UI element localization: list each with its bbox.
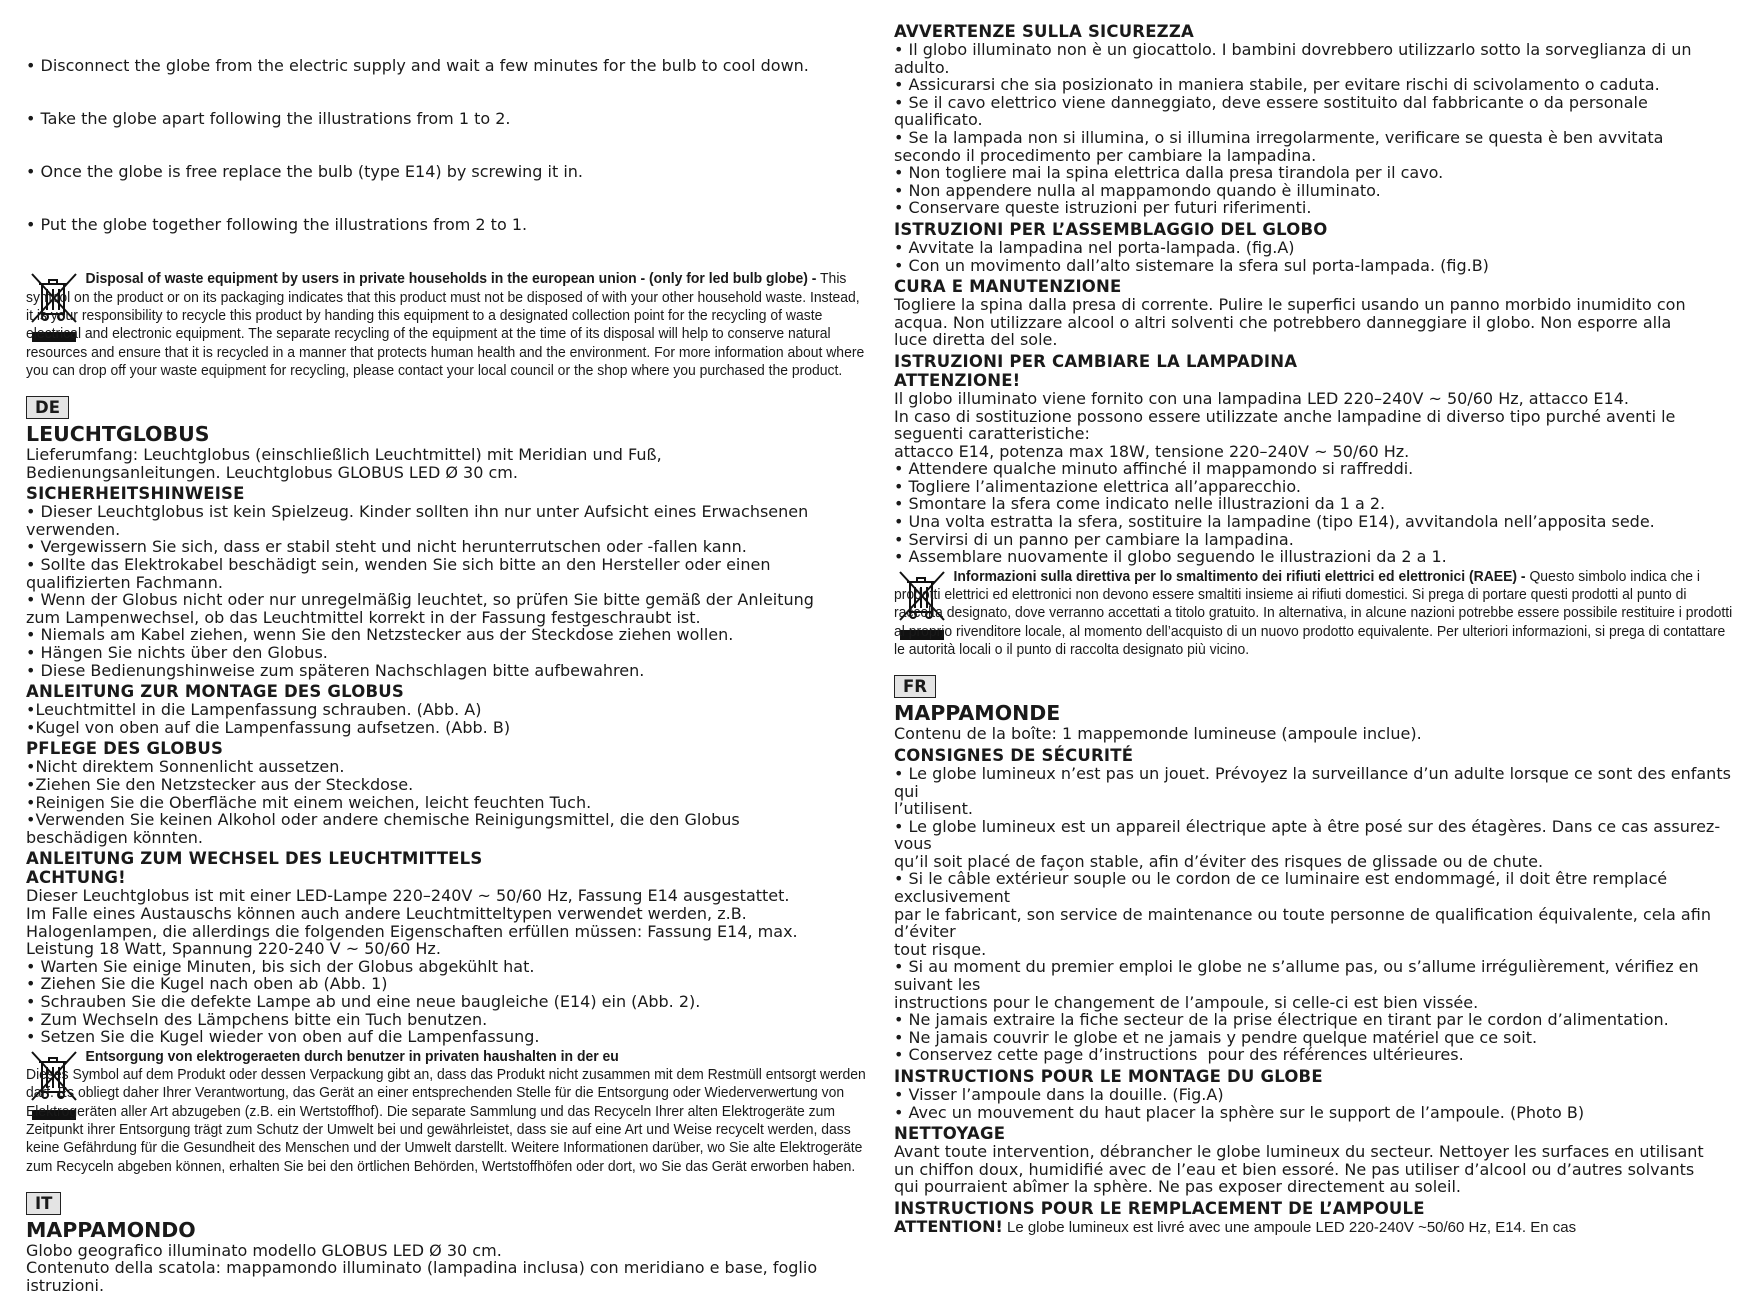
de-care: •Nicht direktem Sonnenlicht aussetzen. •Ziehen Sie den Netzstecker aus der Steckdose. •Reinigen Sie die Oberfläche mit einem weichen, leicht feuchten Tuch. •Verwenden Sie keinen Alkohol oder andere chemische Reinigungsmittel, die den Globus beschädigen könnten. (26, 757, 740, 847)
de-weee-title: Entsorgung von elektrogeraeten durch benutzer in privaten haushalten in der eu (85, 1047, 619, 1065)
it-heading-assembly: ISTRUZIONI PER L’ASSEMBLAGGIO DEL GLOBO (894, 219, 1328, 239)
fr-heading-clean: NETTOYAGE (894, 1124, 1006, 1144)
lang-tag-it: IT (26, 1192, 61, 1215)
lang-tag-de: DE (26, 396, 69, 419)
it-title: MAPPAMONDO (26, 1217, 196, 1242)
it-heading-change: ISTRUZIONI PER CAMBIARE LA LAMPADINA (894, 351, 1298, 371)
it-heading-safety: AVVERTENZE SULLA SICUREZZA (894, 22, 1194, 41)
de-weee-body: Dieses Symbol auf dem Produkt oder dessen Verpackung gibt an, dass das Produkt nicht zusammen mit dem Restmüll entsorgt werden darf. Es obliegt daher Ihrer Verantwortung, das Gerät an einer entsprechenden Stelle für die Entsorgung oder Wiederverwertung von Elektrogeräten aller Art abzugeben (z.B. ein Wertstoffhof). Die separate Sammlung und das Recyceln Ihrer alten Elektrogeräte zum Zeitpunkt ihrer Entsorgung trägt zum Schutz der Umwelt bei und gewährleistet, dass sie auf eine Art und Weise recycelt werden, dass keine Gefährdung für die Gesundheit des Menschen und der Umwelt darstellt. Weitere Informationen darüber, wo Sie alte Elektrogeräte zum Recyceln abgeben können, erhalten Sie bei den örtlichen Behörden, Wertstoffhöfen oder dort, wo Sie das Gerät erworben haben. (26, 1066, 866, 1175)
en-weee-title: Disposal of waste equipment by users in private households in the european union - (only for led bulb globe) - (85, 270, 817, 288)
right-column (894, 22, 1734, 1237)
de-assembly: •Leuchtmittel in die Lampenfassung schrauben. (Abb. A) •Kugel von oben auf die Lampenfassung aufsetzen. (Abb. B) (26, 700, 511, 737)
it-care: Togliere la spina dalla presa di corrente. Pulire le superfici usando un panno morbido inumidito con acqua. Non utilizzare alcool o altri solventi che potrebbero danneggiare il globo. Non esporre alla luce diretta del sole. (894, 295, 1686, 350)
fr-assembly: • Visser l’ampoule dans la douille. (Fig.A) • Avec un mouvement du haut placer la sphère sur le support de l’ampoule. (Photo B) (894, 1085, 1585, 1122)
de-change: Dieser Leuchtglobus ist mit einer LED-Lampe 220–240V ~ 50/60 Hz, Fassung E14 ausgestattet. Im Falle eines Austauschs können auch andere Leuchtmitteltypen verwendet werden, z.B. Halogenlampen, die allerdings die folgenden Eigenschaften erfüllen müssen: Fassung E14, max. Leistung 18 Watt, Spannung 220-240 V ~ 50/60 Hz. • Warten Sie einige Minuten, bis sich der Globus abgekühlt hat. • Ziehen Sie die Kugel nach oben ab (Abb. 1) • Schrauben Sie die defekte Lampe ab und eine neue baugleiche (E14) ein (Abb. 2). • Zum Wechseln des Lämpchens bitte ein Tuch benutzen. • Setzen Sie die Kugel wieder von oben auf die Lampenfassung. (26, 886, 798, 1047)
en-weee-body: This symbol on the product or on its packaging indicates that this product must not be disposed of with your other household waste. Instead, it is your responsibility to recycle this product by handing this equipment to a designated collection point for the recycling of waste electrical and electronic equipment. The separate recycling of the equipment at the time of its disposal will help to conserve natural resources and ensure that it is recycled in a manner that protects human health and the environment. For more information about where you can drop off your waste equipment for recycling, please contact your local council or the shop where you purchased the product. (26, 270, 865, 379)
de-weee-notice (26, 1048, 866, 1176)
list-item: • Take the globe apart following the illustrations from 1 to 2. (26, 108, 511, 128)
fr-heading-assembly: INSTRUCTIONS POUR LE MONTAGE DU GLOBE (894, 1067, 1323, 1087)
fr-safety: • Le globe lumineux n’est pas un jouet. Prévoyez la surveillance d’un adulte lorsque ce sont des enfants qui l’utilisent. • Le globe lumineux est un appareil électrique apte à être posé sur des étagères. Dans ce cas assurez-vous qu’il soit placé de façon stable, afin d’éviter des risques de glissade ou de chute. • Si le câble extérieur souple ou le cordon de ce luminaire est endommagé, il doit être remplacé exclusivement par le fabricant, son service de maintenance ou toute personne de qualification équivalente, cela afin d’éviter tout risque. • Si au moment du premier emploi le globe ne s’allume pas, ou s’allume irrégulièrement, vérifiez en suivant les instructions pour le changement de l’ampoule, si celle-ci est bien vissée. • Ne jamais extraire la fiche secteur de la prise électrique en tirant par le cordon d’alimentation. • Ne jamais couvrir le globe et ne jamais y pendre quelque matériel que ce soit. • Conservez cette page d’instructions pour des références ultérieures. (894, 763, 1731, 1065)
fr-title: MAPPAMONDE (894, 701, 1061, 726)
it-weee-body: Questo simbolo indica che i prodotti elettrici ed elettronici non devono essere smaltiti insieme ai rifiuti domestici. Si prega di portare questi prodotti al punto di raccolta designato, dove verranno accettati a titolo gratuito. In alternativa, in alcune nazioni potrebbe essere possibile restituire i prodotti al proprio rivenditore locale, al momento dell’acquisto di un nuovo prodotto equivalente. Per ulteriori informazioni, si prega di contattare le autorità locali o il punto di raccolta designato più vicino. (894, 567, 1733, 659)
list-item: • Disconnect the globe from the electric supply and wait a few minutes for the bulb to cool down. (26, 56, 809, 76)
fr-attention-label: ATTENTION! (894, 1216, 1003, 1236)
de-heading-safety: SICHERHEITSHINWEISE (26, 484, 245, 504)
de-heading-attention: ACHTUNG! (26, 868, 126, 888)
fr-clean: Avant toute intervention, débrancher le globe lumineux du secteur. Nettoyer les surfaces en utilisant un chiffon doux, humidifié avec de l’eau et bien essoré. Ne pas utiliser d’alcool ou d’autres solvants qui pourraient abîmer la sphère. Ne pas exposer directement au soleil. (894, 1142, 1704, 1197)
it-heading-care: CURA E MANUTENZIONE (894, 277, 1122, 297)
it-assembly: • Avvitate la lampadina nel porta-lampada. (fig.A) • Con un movimento dall’alto sistemare la sfera sul porta-lampada. (fig.B) (894, 237, 1489, 275)
en-steps (26, 22, 866, 268)
de-title: LEUCHTGLOBUS (26, 422, 210, 447)
de-heading-assembly: ANLEITUNG ZUR MONTAGE DES GLOBUS (26, 682, 404, 702)
lang-tag-fr: FR (894, 675, 936, 698)
it-weee-title: Informazioni sulla direttiva per lo smaltimento dei rifiuti elettrici ed elettronici (RAEE) - (953, 567, 1526, 585)
it-intro: Globo geografico illuminato modello GLOBUS LED Ø 30 cm. Contenuto della scatola: mappamondo illuminato (lampadina inclusa) con meridiano e base, foglio istruzioni. (26, 1240, 818, 1295)
de-heading-care: PFLEGE DES GLOBUS (26, 739, 224, 759)
fr-change-line (894, 1218, 1734, 1237)
fr-attention-text: Le globe lumineux est livré avec une ampoule LED 220-240V ~50/60 Hz, E14. En cas (1002, 1218, 1577, 1236)
fr-intro: Contenu de la boîte: 1 mappemonde lumineuse (ampoule inclue). (894, 724, 1422, 744)
de-heading-change: ANLEITUNG ZUM WECHSEL DES LEUCHTMITTELS (26, 849, 483, 869)
it-weee-notice (894, 568, 1734, 659)
it-change: Il globo illuminato viene fornito con una lampadina LED 220–240V ~ 50/60 Hz, attacco E14. In caso di sostituzione possono essere utilizzate anche lampadine di diverso tipo purché aventi le seguenti caratteristiche: attacco E14, potenza max 18W, tensione 220–240V ~ 50/60 Hz. • Attendere qualche minuto affinché il mappamondo si raffreddi. • Togliere l’alimentazione elettrica all’apparecchio. • Smontare la sfera come indicato nelle illustrazioni da 1 a 2. • Una volta estratta la sfera, sostituire la lampadine (tipo E14), avvitandola nell’apposita sede. • Servirsi di un panno per cambiare la lampadina. • Assemblare nuovamente il globo seguendo le illustrazioni da 2 a 1. (894, 388, 1676, 567)
it-safety: • Il globo illuminato non è un giocattolo. I bambini dovrebbero utilizzarlo sotto la sorveglianza di un adulto. • Assicurarsi che sia posizionato in maniera stabile, per evitare rischi di scivolamento o caduta. • Se il cavo elettrico viene danneggiato, deve essere sostituito dal fabbricante o da personale qualificato. • Se la lampada non si illumina, o si illumina irregolarmente, verificare se questa è ben avvitata secondo il procedimento per cambiare la lampadina. • Non togliere mai la spina elettrica dalla presa tirandola per il cavo. • Non appendere nulla al mappamondo quando è illuminato. • Conservare queste istruzioni per futuri riferimenti. (894, 40, 1692, 218)
left-column (26, 22, 866, 1295)
en-weee-notice (26, 270, 866, 380)
list-item: • Put the globe together following the illustrations from 2 to 1. (26, 214, 528, 234)
fr-heading-change: INSTRUCTIONS POUR LE REMPLACEMENT DE L’AMPOULE (894, 1198, 1425, 1218)
list-item: • Once the globe is free replace the bulb (type E14) by screwing it in. (26, 161, 584, 181)
de-safety: • Dieser Leuchtglobus ist kein Spielzeug. Kinder sollten ihn nur unter Aufsicht eines Erwachsenen verwenden. • Vergewissern Sie sich, dass er stabil steht und nicht herunterrutschen oder -fallen kann. • Sollte das Elektrokabel beschädigt sein, wenden Sie sich bitte an den Hersteller oder einen qualifizierten Fachmann. • Wenn der Globus nicht oder nur unregelmäßig leuchtet, so prüfen Sie bitte gemäß der Anleitung zum Lampenwechsel, ob das Leuchtmittel korrekt in der Fassung festgeschraubt ist. • Niemals am Kabel ziehen, wenn Sie den Netzstecker aus der Steckdose ziehen wollen. • Hängen Sie nichts über den Globus. • Diese Bedienungshinweise zum späteren Nachschlagen bitte aufbewahren. (26, 502, 814, 680)
it-heading-attention: ATTENZIONE! (894, 370, 1021, 390)
fr-heading-safety: CONSIGNES DE SÉCURITÉ (894, 745, 1134, 765)
de-intro: Lieferumfang: Leuchtglobus (einschließlich Leuchtmittel) mit Meridian und Fuß, Bedienungsanleitungen. Leuchtglobus GLOBUS LED Ø 30 cm. (26, 445, 662, 482)
